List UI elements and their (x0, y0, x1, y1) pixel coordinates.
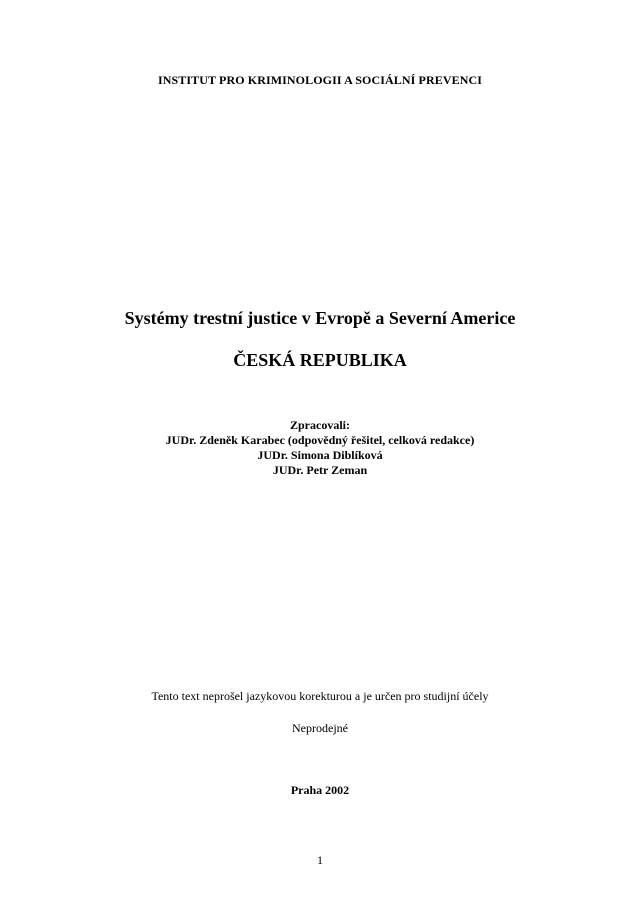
author-name: JUDr. Zdeněk Karabec (odpovědný řešitel, celková redakce) (165, 433, 475, 447)
not-for-sale-note: Neprodejné (292, 721, 348, 735)
author-name: JUDr. Petr Zeman (272, 463, 368, 477)
disclaimer-note: Tento text neprošel jazykovou korekturou a je určen pro studijní účely (151, 689, 489, 703)
document-subtitle-country: ČESKÁ REPUBLIKA (233, 350, 407, 370)
authors-block (0, 418, 640, 478)
authors-label: Zpracovali: (290, 418, 350, 432)
institute-name: INSTITUT PRO KRIMINOLOGII A SOCIÁLNÍ PREVENCI (157, 73, 482, 87)
document-title: Systémy trestní justice v Evropě a Severní Americe (124, 308, 516, 328)
place-and-year: Praha 2002 (290, 783, 350, 797)
author-name: JUDr. Simona Diblíková (257, 448, 383, 462)
page-number: 1 (317, 853, 323, 867)
